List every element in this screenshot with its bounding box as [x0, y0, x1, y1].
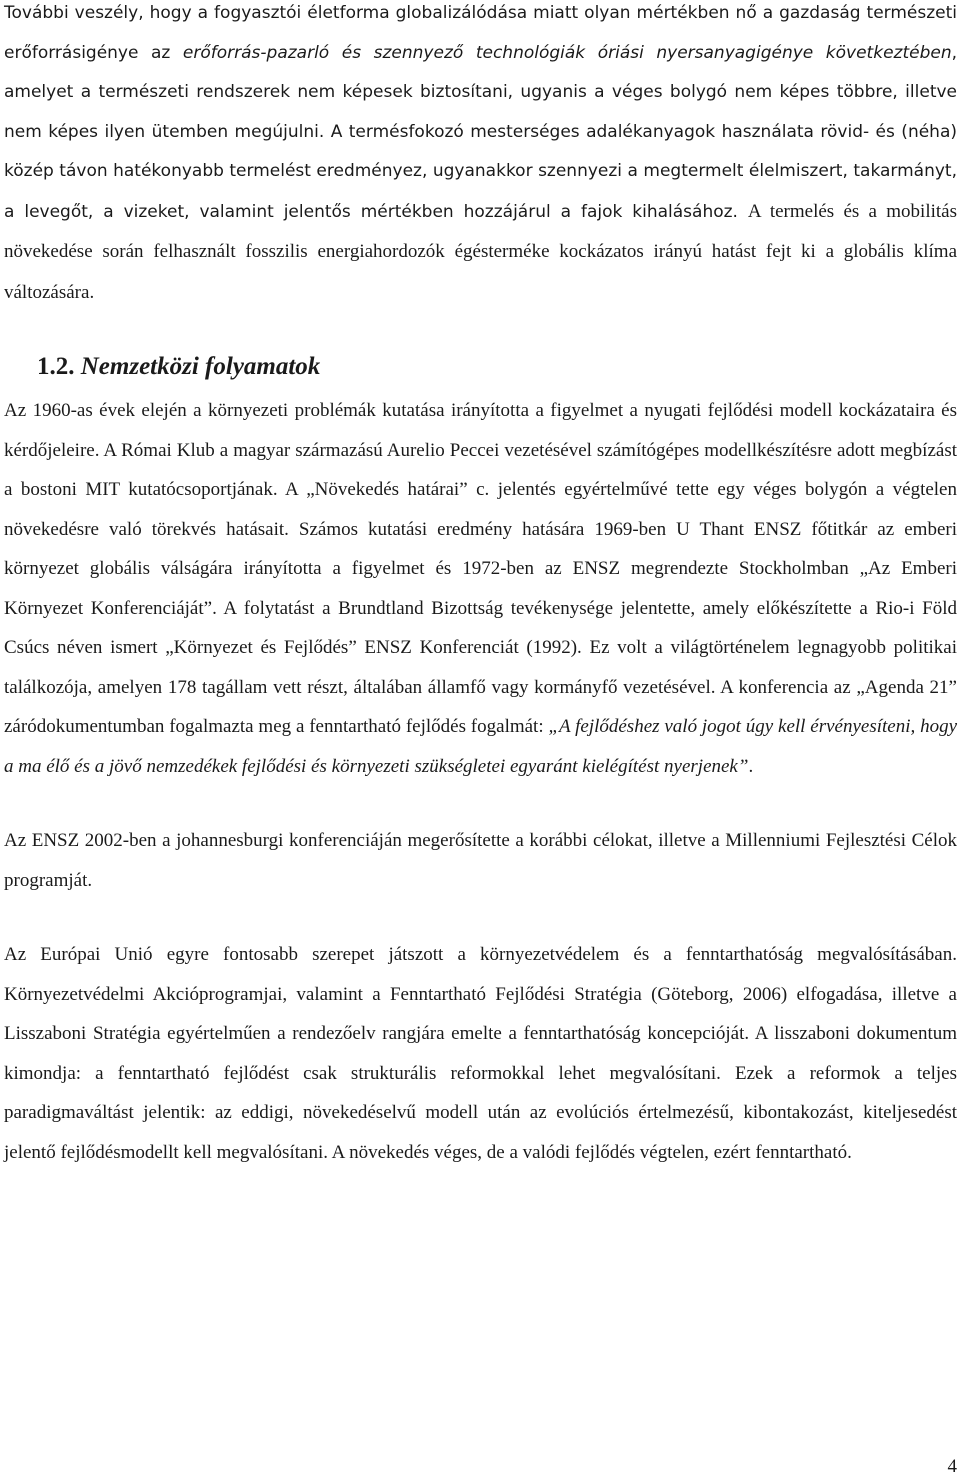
section-number: 1.2.: [37, 353, 75, 380]
p2-text: Az 1960-as évek elején a környezeti problémák kutatása irányította a figyelmet a nyugati fejlődési modell kockázataira és kérdőjeleire. A Római Klub a magyar származású Aurelio Peccei vezetésével számítógépes modellkészítésre adott megbízást a bostoni MIT kutatócsoportjának. A „Növekedés határai” c. jelentés egyértelművé tette egy véges bolygón a végtelen növekedésre való törekvés hatásait. Számos kutatási eredmény hatására 1969-ben U Thant ENSZ főtitkár az emberi környezet globális válságára irányította a figyelmet és 1972-ben az ENSZ megrendezte Stockholmban „Az Emberi Környezet Konferenciáját”. A folytatást a Brundtland Bizottság tevékenysége jelentette, amely előkészítette a Rio-i Föld Csúcs néven ismert „Környezet és Fejlődés” ENSZ Konferenciát (1992). Ez volt a világtörténelem legnagyobb politikai találkozója, amelyen 178 tagállam vett részt, általában államfő vagy kormányfő vezetésével. A konferencia az „Agenda 21” záródokumentumban fogalmazta meg a fenntartható fejlődés fogalmát:: [4, 400, 957, 737]
section-title: Nemzetközi folyamatok: [80, 353, 321, 380]
page-number: 4: [947, 1456, 957, 1477]
section-heading: [4, 347, 957, 387]
paragraph-johannesburg: Az ENSZ 2002-ben a johannesburgi konferenciáján megerősítette a korábbi célokat, illetve a Millenniumi Fejlesztési Célok programját.: [4, 830, 957, 891]
paragraph-global-consumption: [4, 0, 957, 313]
p1-text-1: További veszély, hogy a fogyasztói életforma globalizálódása miatt olyan mértékben nő a gazdaság természeti erőforrásigénye az: [4, 3, 957, 63]
p1-text-3: A termelés és a mobilitás növekedése során felhasznált fosszilis energiahordozók égésterméke kockázatos irányú hatást fejt ki a globális klíma változására.: [4, 200, 957, 303]
p1-text-2: , amelyet a természeti rendszerek nem képesek biztosítani, ugyanis a véges bolygó nem képes többre, illetve nem képes ilyen ütemben megújulni. A termésfokozó mesterséges adalékanyagok használata rövid- és (néha) közép távon hatékonyabb termelést eredményez, ugyanakkor szennyezi a megtermelt élelmiszert, takarmányt, a levegőt, a vizeket, valamint jelentős mértékben hozzájárul a fajok kihalásához.: [4, 42, 958, 222]
paragraph-european-union: Az Európai Unió egyre fontosabb szerepet játszott a környezetvédelem és a fenntarthatóság megvalósításában. Környezetvédelmi Akcióprogramjai, valamint a Fenntartható Fejlődési Stratégia (Göteborg, 2006) elfogadása, illetve a Lisszaboni Stratégia egyértelműen a rendezőelv rangjára emelte a fenntarthatóság koncepcióját. A lisszaboni dokumentum kimondja: a fenntartható fejlődést csak strukturális reformokkal lehet megvalósítani. Ezek a reformok a teljes paradigmaváltást jelentik: az eddigi, növekedéselvű modell után az evolúciós értelmezésű, kibontakozást, kiteljesedést jelentő fejlődésmodellt kell megvalósítani. A növekedés véges, de a valódi fejlődés végtelen, ezért fenntartható.: [4, 944, 957, 1163]
p2-end: .: [748, 755, 754, 777]
p2-quote: „A fejlődéshez való jogot úgy kell érvényesíteni, hogy a ma élő és a jövő nemzedékek fejlődési és környezeti szükségletei egyaránt kielégítést nyerjenek”: [4, 716, 957, 777]
p1-emphasis: erőforrás-pazarló és szennyező technológiák óriási nyersanyagigénye következtében: [182, 42, 952, 63]
document-page: [4, 0, 957, 1172]
paragraph-international-processes: [4, 391, 957, 786]
